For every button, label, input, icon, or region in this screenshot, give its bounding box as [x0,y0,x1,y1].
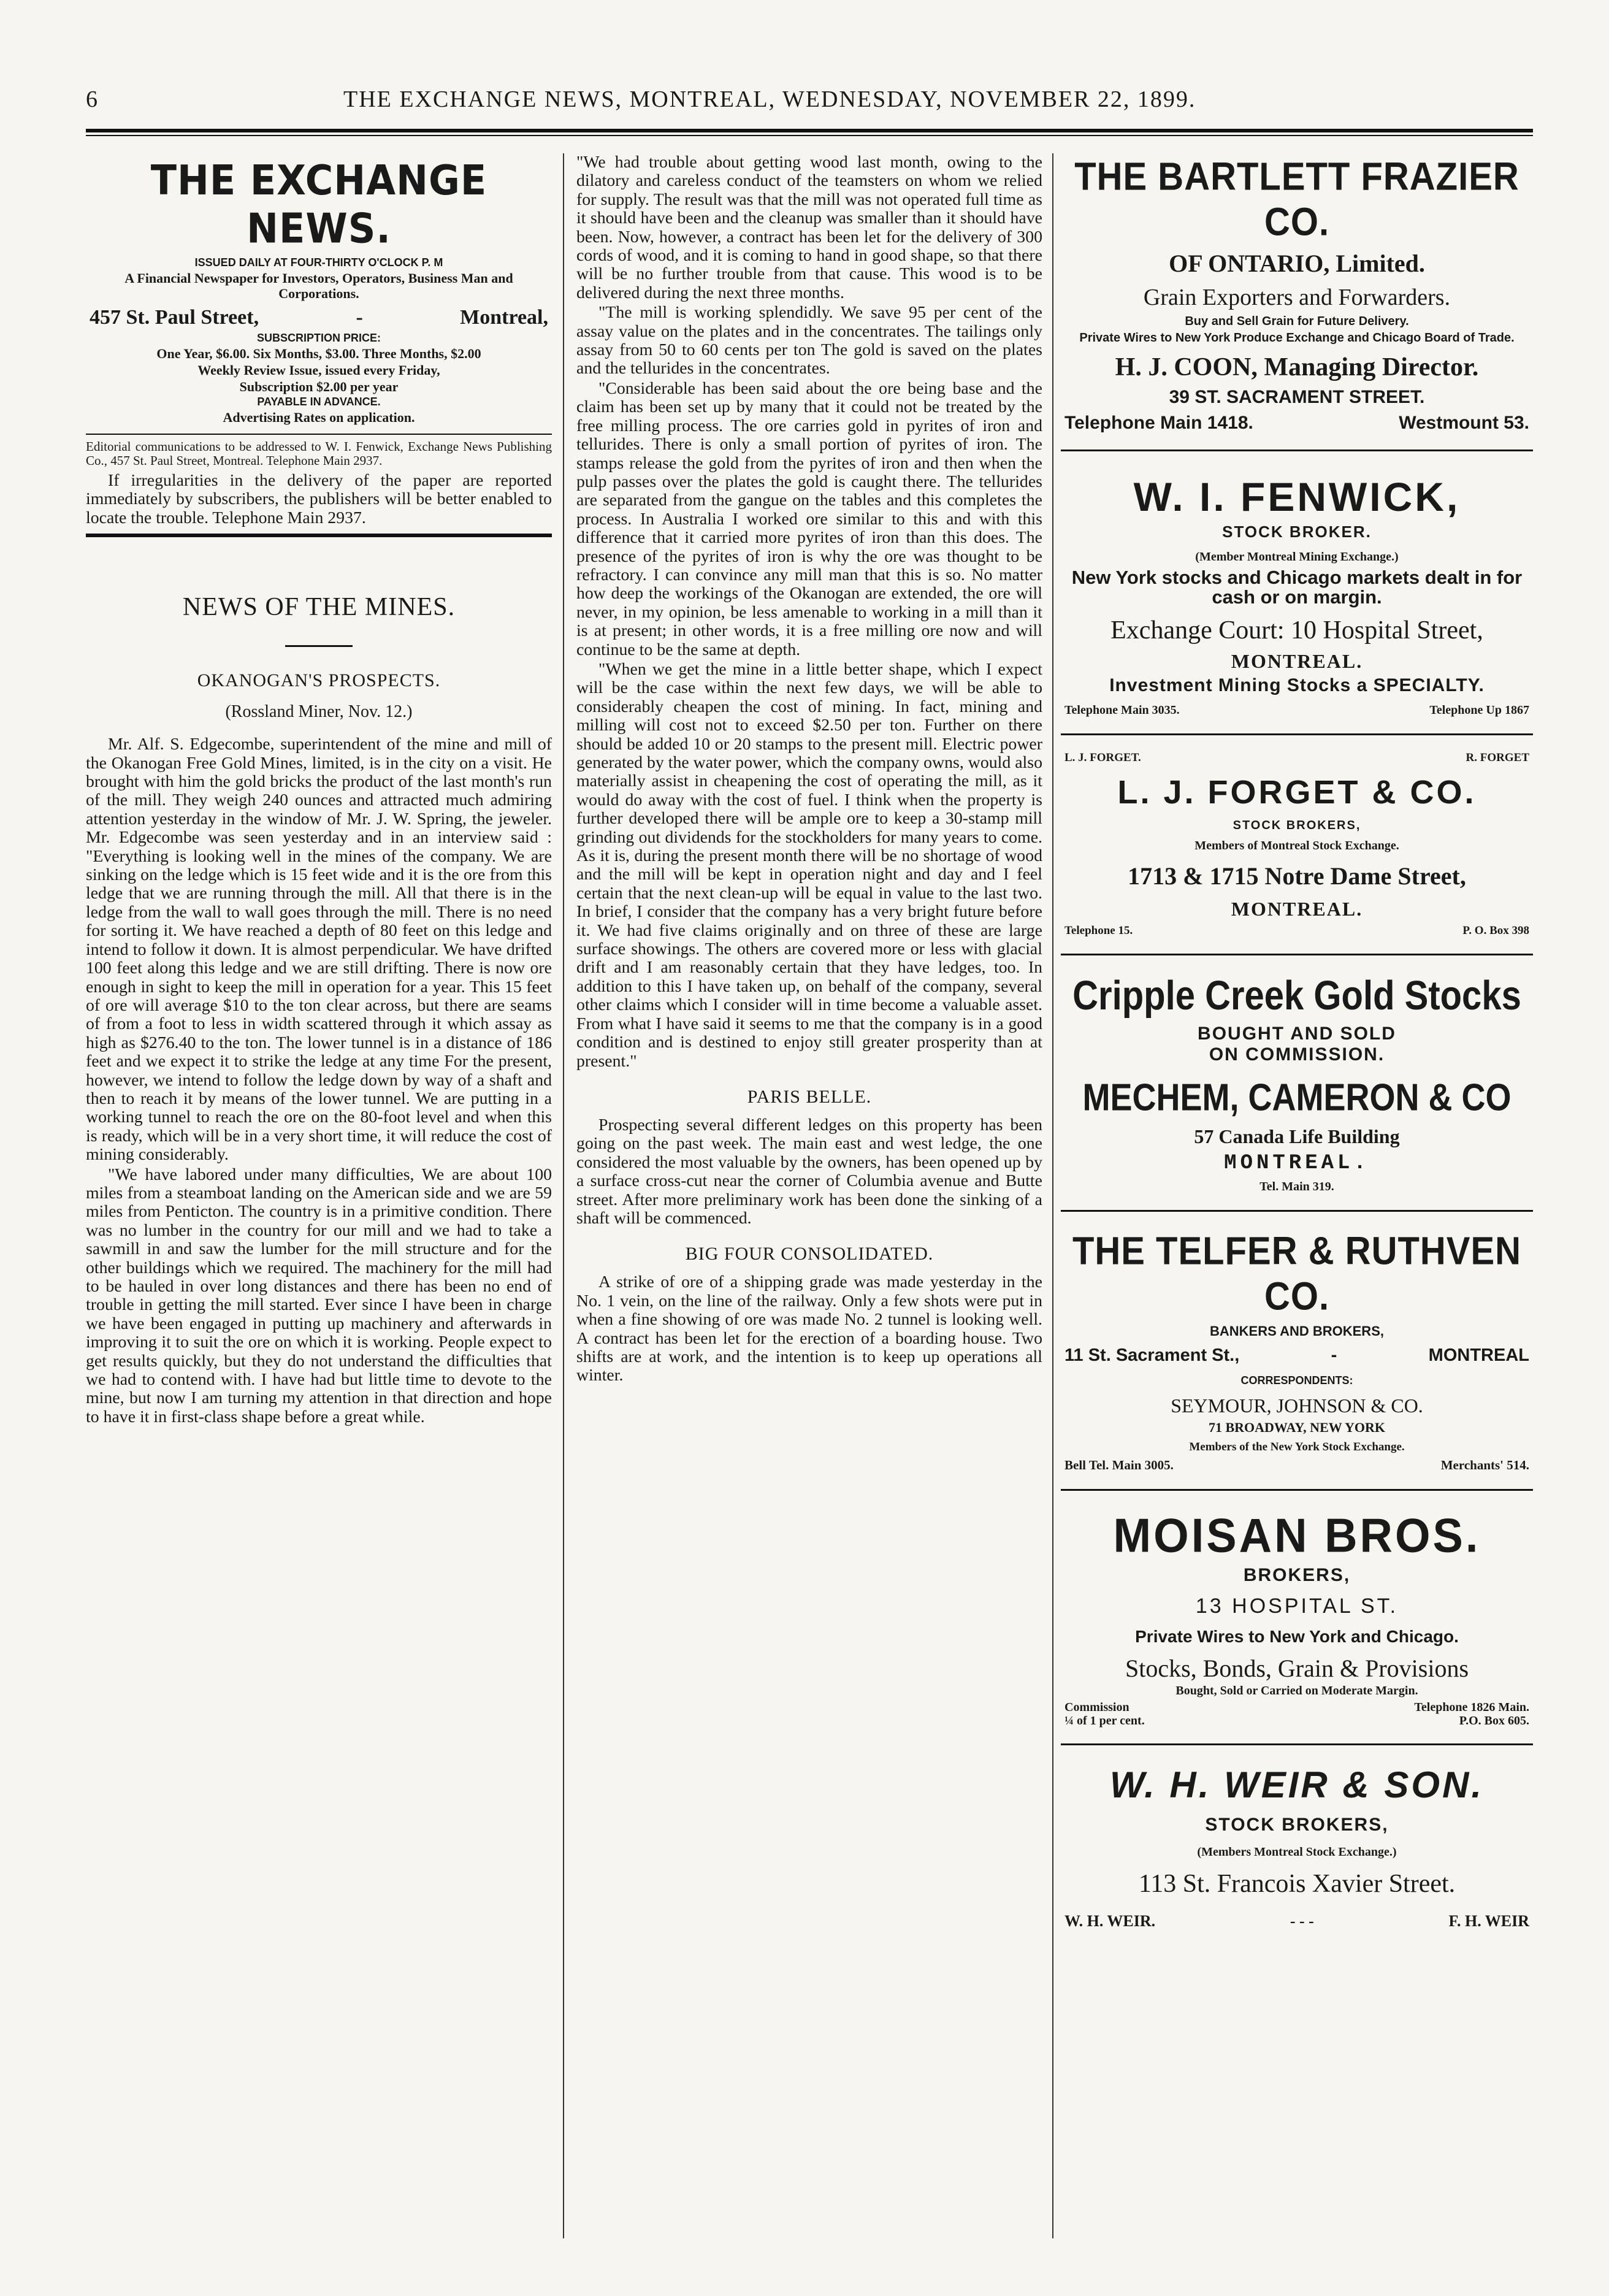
short-rule [285,645,353,647]
ad-phones [1061,413,1533,434]
ad-contact [1414,1701,1529,1728]
article-paragraph: "We had trouble about getting wood last month, owing to the dilatory and careless conduct of the teamsters on whom we relied for supply. The result was that the mill was not operated full time as it should have been and the cleanup was smaller than it should have been. Now, however, a contract has been let for the delivery of 300 cords of wood, and it is coming to hand in good shape, so that there will be no further trouble from that cause. This wood is to be delivered during the next three months. [576,153,1042,302]
article-paragraph: "When we get the mine in a little better shape, which I expect will be the case within the next few days, we will be able to considerably cheapen the cost of mining. In fact, mining and milling will cost not to exceed $2.50 per ton. Further on there should be added 10 or 20 stamps to the present mill. Electric power generated by the water power, which the company owns, would also materially assist in cheapening the cost of operating the mill, as it would do away with the cost of fuel. I think when the property is further developed there will be ample ore to keep a 30-stamp mill grinding out dividends for the stockholders for many years to come. As it is, during the present month there will be no shortage of wood and the mill will be kept in operation night and day and I feel certain that the next clean-up will be equal in value to the last two. In brief, I consider that the company has a very bright future before it. We had five claims originally and on three of these are large surface showings. The others are covered more or less with glacial drift and I am reasonably certain that they have ledges, too. In addition to this I have taken up, on behalf of the company, several other claims which I consider will in time become a valuable asset. From what I have said it seems to me that the company is in a good condition and is destined to enjoy still greater prosperity than at present." [576,659,1042,1071]
ad-telfer-ruthven [1061,1228,1533,1473]
ad-line: Bought, Sold or Carried on Moderate Margin. [1175,1684,1418,1697]
column-divider [563,153,564,2238]
ad-box: P.O. Box 605. [1459,1714,1529,1728]
ad-address: 1713 & 1715 Notre Dame Street, [1128,862,1466,890]
ad-line: Buy and Sell Grain for Future Delivery. [1185,315,1409,328]
header-rule [86,129,1533,136]
ad-title: W. I. FENWICK, [1133,474,1461,519]
ad-phone: Telephone 15. [1064,924,1133,937]
ad-address: 13 HOSPITAL ST. [1195,1594,1399,1618]
ad-divider [1061,450,1533,451]
column-divider [1052,153,1053,2238]
ad-phone: Westmount 53. [1399,413,1529,433]
ad-manager: H. J. COON, Managing Director. [1115,353,1479,381]
ad-title: L. J. FORGET & CO. [1117,774,1477,811]
ad-phones [1061,703,1533,718]
section-title-mines: NEWS OF THE MINES. [182,593,456,622]
ad-title: W. H. WEIR & SON. [1109,1764,1485,1805]
ad-subtitle: BANKERS AND BROKERS, [1210,1323,1384,1339]
advertising-line: Advertising Rates on application. [223,410,415,425]
ad-city: MONTREAL [1428,1345,1529,1365]
ad-fenwick [1061,467,1533,718]
ad-subtitle: STOCK BROKER. [1222,522,1372,541]
tagline: A Financial Newspaper for Investors, Operators, Business Man and Corporations. [124,270,513,301]
running-title: THE EXCHANGE NEWS, MONTREAL, WEDNESDAY, NOVEMBER 22, 1899. [343,86,1196,112]
weekly-subscription: Subscription $2.00 per year [239,379,399,394]
ad-line: 71 BROADWAY, NEW YORK [1208,1420,1386,1435]
ad-line: CORRESPONDENTS: [1240,1374,1353,1387]
ad-divider [1061,1743,1533,1745]
ad-commission-row [1061,1701,1533,1728]
ad-partner: W. H. WEIR. [1064,1912,1156,1930]
masthead-title: THE EXCHANGE NEWS. [150,156,487,253]
ad-line: Grain Exporters and Forwarders. [1143,285,1451,310]
masthead-rule [86,434,552,435]
ad-phones [1061,924,1533,938]
ad-city: MONTREAL. [1224,1152,1370,1175]
ad-forget [1061,751,1533,938]
ad-divider [1061,954,1533,955]
editorial-note: Editorial communications to be addressed to W. I. Fenwick, Exchange News Publishing Co., 457 St. Paul Street, Montreal. Telephone Main 2937. [86,439,552,468]
ad-subtitle: BROKERS, [1243,1565,1351,1585]
article-title-okanogan: OKANOGAN'S PROSPECTS. [197,670,441,691]
ad-bartlett-frazier [1061,153,1533,434]
ad-dash: - [1331,1345,1337,1365]
section-rule [86,534,552,537]
irregularities-note: If irregularities in the delivery of the paper are reported immediately by subscribers, the publishers will be better enabled to locate the trouble. Telephone Main 2937. [86,471,552,527]
ad-subtitle: OF ONTARIO, Limited. [1169,250,1425,277]
ad-dashes: - - - [1290,1912,1314,1930]
ad-phone: Telephone 1826 Main. [1414,1701,1529,1714]
ad-line: ON COMMISSION. [1209,1044,1385,1065]
ad-divider [1061,1489,1533,1491]
ad-address: 57 Canada Life Building [1194,1125,1400,1147]
article-paragraph: Mr. Alf. S. Edgecombe, superintendent of the mine and mill of the Okanogan Free Gold Mines, limited, is in the city on a visit. He brought with him the gold bricks the product of the last month's run of the mill. They weigh 240 ounces and attracted much admiring attention yesterday in the window of Mr. J. W. Spring, the jeweler. Mr. Edgecombe was seen yesterday and in an interview said : "Everything is looking well in the mines of the company. We are sinking on the ledge which is 15 feet wide and it is the ore from this ledge that we are running through the mill. All that there is in the ledge from the wall to wall goes through the mill. There is no need for sorting it. We have reached a depth of 80 feet on this ledge and intend to follow it down. It is almost perpendicular. We have drifted 100 feet along this ledge and we are still drifting. There is now ore enough in sight to keep the mill in operation for a year. This 15 feet of ore will average $10 to the ton clear across, but there are seams of from a foot to less in width scattered through it which assay as high as $276.40 to the ton. The lower tunnel is in a distance of 186 feet and we expect it to strike the ledge at any time For the present, however, we intend to follow the ledge down by way of a shaft and then to reach it by means of the lower tunnel. We are putting in a working tunnel to reach the ore on the 80-foot level and when this is ready, which will be in a very short time, it will reduce the cost of mining considerably. [86,735,552,1165]
ad-line: (Member Montreal Mining Exchange.) [1195,550,1399,564]
ad-specialty: Investment Mining Stocks a SPECIALTY. [1109,675,1485,695]
ad-line: Members of Montreal Stock Exchange. [1194,839,1399,852]
ad-phone: Tel. Main 319. [1259,1180,1334,1193]
ad-partner: L. J. FORGET. [1064,751,1141,764]
ad-title: THE TELFER & RUTHVEN CO. [1072,1229,1522,1318]
ad-commission-label: Commission [1064,1701,1129,1714]
ad-commission [1064,1701,1145,1728]
ad-address: Exchange Court: 10 Hospital Street, [1110,616,1483,645]
column-left [86,153,552,1426]
ad-partners [1061,751,1533,765]
ad-subtitle: STOCK BROKERS, [1205,1815,1389,1835]
column-middle [576,153,1042,1385]
ad-cripple-creek [1061,971,1533,1194]
article-paragraph: "Considerable has been said about the ore being base and the claim has been set up by many that it could not be treated by the free milling process. The ore carries gold in pyrites of iron and tellurides. There is only a small portion of pyrites of iron. The stamps release the gold from the pyrites of iron and then when the pulp passes over the plates the gold is caught there. The tellurides are separated from the gangue on the tables and this completes the process. In Australia I worked ore similar to this and with this difference that it carried more pyrites of iron than this does. The presence of the pyrites of iron is why the ore was thought to be refractory. I can convince any mill man that this is so. No matter how deep the workings of the Okanogan are extended, the ore will never, in my opinion, be less amenable to working in a mill than it is at present; in other words, it is a free milling ore now and will continue to be the same at depth. [576,378,1042,659]
ad-phone: Telephone Main 1418. [1064,413,1253,433]
ad-title: MOISAN BROS. [1113,1508,1481,1563]
ad-address: 39 ST. SACRAMENT STREET. [1169,387,1425,407]
ad-partner: R. FORGET [1466,751,1529,764]
payable-line: PAYABLE IN ADVANCE. [257,396,381,408]
ad-address [1061,1345,1533,1366]
weekly-review: Weekly Review Issue, issued every Friday, [197,362,440,378]
ad-box: P. O. Box 398 [1462,924,1529,937]
ad-moisan [1061,1507,1533,1728]
article-title-paris-belle: PARIS BELLE. [747,1086,872,1107]
ad-phones [1061,1458,1533,1473]
article-paragraph: Prospecting several different ledges on this property has been going on the past week. The main east and west ledge, the one considered the most valuable by the owners, has been opened up by a surface cross-cut near the corner of Columbia avenue and Butte street. After more preliminary work has been done the sinking of a shaft will be commenced. [576,1115,1042,1228]
ad-line: Stocks, Bonds, Grain & Provisions [1125,1655,1469,1682]
ad-line: Private Wires to New York Produce Exchange and Chicago Board of Trade. [1079,331,1515,345]
article-source: (Rossland Miner, Nov. 12.) [225,702,413,722]
ad-phone: Telephone Up 1867 [1429,703,1529,717]
ad-title: Cripple Creek Gold Stocks [1072,973,1521,1019]
masthead-address [86,306,552,329]
address-dash: - [356,306,363,329]
ad-weir [1061,1761,1533,1931]
ad-street: 11 St. Sacrament St., [1064,1345,1240,1365]
ad-commission-value: ¼ of 1 per cent. [1064,1714,1145,1728]
ad-subtitle: STOCK BROKERS, [1233,819,1361,832]
page-number: 6 [86,86,99,112]
issued-line: ISSUED DAILY AT FOUR-THIRTY O'CLOCK P. M [194,256,443,269]
subscription-prices: One Year, $6.00. Six Months, $3.00. Three Months, $2.00 [156,346,481,361]
article-paragraph: "The mill is working splendidly. We save 95 per cent of the assay value on the plates and in the concentrates. The tailings only assay from 50 to 60 cents per ton The gold is saved on the plates and the tellurides in the concentrates. [576,303,1042,378]
ad-firm: MECHEM, CAMERON & CO [1082,1076,1512,1119]
ad-line: (Members Montreal Stock Exchange.) [1197,1845,1397,1859]
ad-phone: Telephone Main 3035. [1064,703,1180,717]
ad-city: MONTREAL. [1231,898,1363,920]
ad-line: Members of the New York Stock Exchange. [1189,1441,1405,1453]
ad-partner: F. H. WEIR [1448,1912,1529,1930]
column-ads [1061,153,1533,1931]
address-street: 457 St. Paul Street, [90,306,259,329]
article-paragraph: A strike of ore of a shipping grade was made yesterday in the No. 1 vein, on the line of the railway. Only a few shots were put in when a fine showing of ore was made No. 2 tunnel is looking well. A contract has been let for the erection of a boarding house. Two shifts are at work, and the intention is to keep up operations all winter. [576,1272,1042,1385]
ad-title: THE BARTLETT FRAZIER CO. [1074,155,1519,244]
ad-city: MONTREAL. [1231,650,1363,672]
ad-partners [1061,1912,1533,1931]
running-head [86,86,1533,118]
article-paragraph: "We have labored under many difficulties, We are about 100 miles from a steamboat landing on the American side and we are 59 miles from Penticton. The country is in a primitive condition. There was no lumber in the country for our mill and we had to take a sawmill in and saw the lumber for the mill structure and for the other buildings which we required. The machinery for the mill had to be hauled in over long distances and there has been no end of trouble in getting the mill started. Ever since I have been in charge we have been engaged in putting up machinery and afterwards in improving it to suit the ore on which it is working. People expect to get results quickly, but they do not understand the difficulties that we had to contend with. I have had but little time to devote to the mine, but now I am turning my attention in that direction and hope to have it in first-class shape before a great while. [86,1165,552,1426]
ad-line: Private Wires to New York and Chicago. [1135,1627,1459,1646]
subscription-heading: SUBSCRIPTION PRICE: [256,332,381,344]
ad-line: New York stocks and Chicago markets dealt in for cash or on margin. [1071,567,1523,608]
ad-line: BOUGHT AND SOLD [1198,1024,1396,1044]
ad-firm: SEYMOUR, JOHNSON & CO. [1171,1395,1423,1417]
ad-address: 113 St. Francois Xavier Street. [1138,1870,1456,1898]
article-title-big-four: BIG FOUR CONSOLIDATED. [685,1244,934,1265]
ad-phone: Bell Tel. Main 3005. [1064,1458,1174,1472]
ad-phone: Merchants' 514. [1440,1458,1529,1472]
address-city: Montreal, [460,306,548,329]
ad-divider [1061,733,1533,735]
ad-divider [1061,1210,1533,1212]
